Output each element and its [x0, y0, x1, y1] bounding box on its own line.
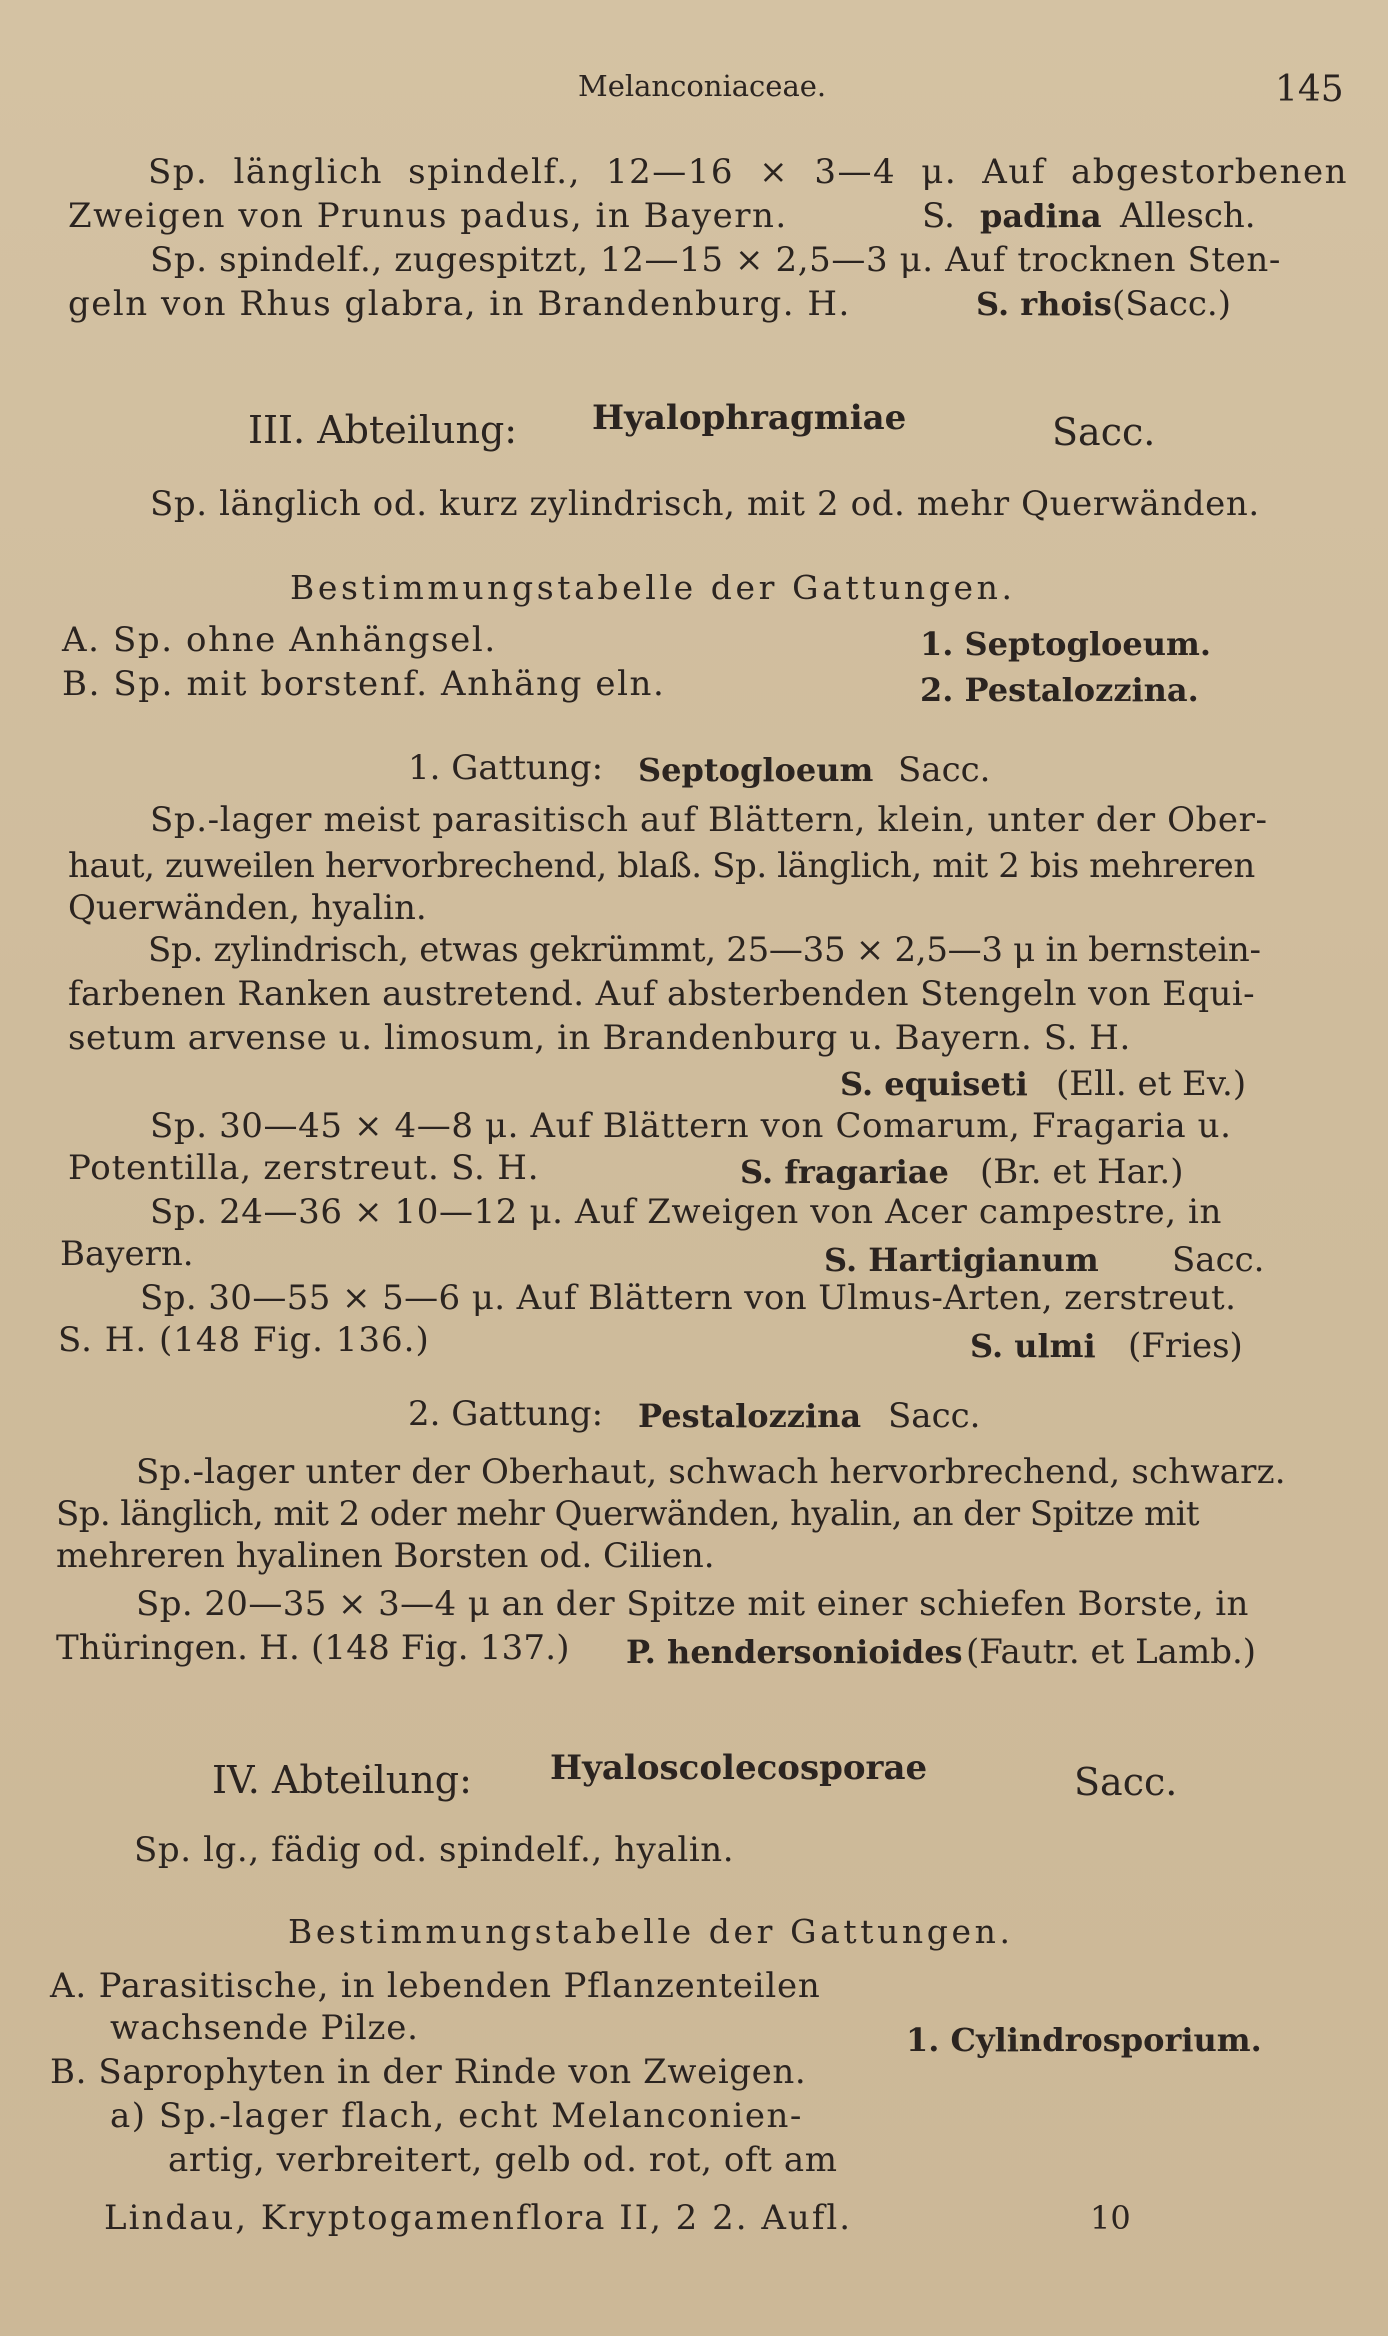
text-line: geln von Rhus glabra, in Brandenburg. H. — [68, 284, 851, 324]
text-line: Thüringen. H. (148 Fig. 137.) — [56, 1628, 570, 1668]
genus-heading-name: Septogloeum — [638, 751, 874, 789]
species-name: S. equiseti — [840, 1065, 1028, 1103]
section-description: Sp. länglich od. kurz zylindrisch, mit 2 od. mehr Querwänden. — [150, 484, 1260, 524]
text-line: Sp. spindelf., zugespitzt, 12—15 × 2,5—3 μ. Auf trocknen Sten- — [150, 240, 1281, 280]
section-heading-prefix: IV. Abteilung: — [212, 1758, 472, 1802]
text-line: haut, zuweilen hervorbrechend, blaß. Sp. länglich, mit 2 bis mehreren — [68, 846, 1255, 886]
genus-heading-prefix: 2. Gattung: — [408, 1394, 604, 1434]
species-name: S. rhois — [976, 285, 1112, 323]
genus-heading-name: Pestalozzina — [638, 1397, 862, 1435]
text-line — [148, 152, 1348, 192]
species-author: (Fautr. et Lamb.) — [966, 1632, 1257, 1672]
species-author: (Br. et Har.) — [980, 1152, 1184, 1192]
genus-heading-author: Sacc. — [888, 1396, 981, 1436]
section-heading-name: Hyalophragmiae — [592, 398, 907, 438]
species-author: Sacc. — [1172, 1240, 1265, 1280]
text-line: Querwänden, hyalin. — [68, 888, 427, 928]
text-line: S. H. (148 Fig. 136.) — [58, 1320, 430, 1360]
text-line: S. — [922, 196, 955, 236]
running-title: Melanconiaceae. — [578, 69, 827, 103]
key-row: artig, verbreitert, gelb od. rot, oft am — [168, 2140, 838, 2180]
key-row: a) Sp.-lager flach, echt Melanconien- — [110, 2096, 803, 2136]
species-name: S. fragariae — [740, 1153, 949, 1191]
species-author: (Fries) — [1128, 1326, 1243, 1366]
section-heading-prefix: III. Abteilung: — [248, 408, 518, 452]
species-name: padina — [980, 197, 1102, 235]
species-name: S. Hartigianum — [824, 1241, 1099, 1279]
section-heading-name: Hyaloscolecosporae — [550, 1748, 928, 1788]
text-line: Bayern. — [60, 1234, 194, 1274]
text-line: Sp. 20—35 × 3—4 μ an der Spitze mit einer schiefen Borste, in — [136, 1584, 1249, 1624]
key-row: B. Saprophyten in der Rinde von Zweigen. — [50, 2052, 807, 2092]
section-heading-author: Sacc. — [1074, 1760, 1178, 1804]
text-line: Sp.-lager meist parasitisch auf Blättern, klein, unter der Ober- — [150, 800, 1268, 840]
text-line: Sp. zylindrisch, etwas gekrümmt, 25—35 × 2,5—3 μ in bernstein- — [148, 930, 1261, 970]
text-line: Sp. 30—45 × 4—8 μ. Auf Blättern von Comarum, Fragaria u. — [150, 1106, 1232, 1146]
key-row: A. Sp. ohne Anhängsel. — [62, 620, 497, 660]
genus-heading-author: Sacc. — [898, 750, 991, 790]
key-result: 1. Septogloeum. — [920, 625, 1212, 663]
species-name: P. hendersonioides — [626, 1633, 963, 1671]
key-row: A. Parasitische, in lebenden Pflanzenteilen — [50, 1966, 821, 2006]
species-name: S. ulmi — [970, 1327, 1096, 1365]
page-number: 145 — [1275, 69, 1344, 110]
section-description: Sp. lg., fädig od. spindelf., hyalin. — [134, 1830, 735, 1870]
text-line: Sp. 24—36 × 10—12 μ. Auf Zweigen von Acer campestre, in — [150, 1192, 1222, 1232]
text-line: Sp. 30—55 × 5—6 μ. Auf Blättern von Ulmus-Arten, zerstreut. — [140, 1278, 1237, 1318]
species-author: (Ell. et Ev.) — [1056, 1064, 1247, 1104]
table-title: Bestimmungstabelle der Gattungen. — [290, 568, 1016, 607]
table-title: Bestimmungstabelle der Gattungen. — [288, 1912, 1014, 1951]
text-line: Potentilla, zerstreut. S. H. — [68, 1148, 540, 1188]
genus-heading-prefix: 1. Gattung: — [408, 748, 604, 788]
text-line: Zweigen von Prunus padus, in Bayern. — [68, 196, 788, 236]
text-line: setum arvense u. limosum, in Brandenburg u. Bayern. S. H. — [68, 1018, 1131, 1058]
species-author: Allesch. — [1120, 196, 1256, 236]
text-line: farbenen Ranken austretend. Auf absterbenden Stengeln von Equi- — [68, 974, 1256, 1014]
text-line: mehreren hyalinen Borsten od. Cilien. — [56, 1536, 715, 1576]
species-author: (Sacc.) — [1112, 284, 1231, 324]
key-row: B. Sp. mit borstenf. Anhäng eln. — [62, 664, 666, 704]
key-result: 2. Pestalozzina. — [920, 671, 1199, 709]
text-line: Sp.-lager unter der Oberhaut, schwach hervorbrechend, schwarz. — [136, 1452, 1286, 1492]
signature-mark: 10 — [1090, 2199, 1131, 2237]
footer-source: Lindau, Kryptogamenflora II, 2 2. Aufl. — [104, 2198, 853, 2238]
key-result: 1. Cylindrosporium. — [906, 2021, 1262, 2059]
key-row: wachsende Pilze. — [110, 2008, 419, 2048]
text-line: Sp. länglich, mit 2 oder mehr Querwänden, hyalin, an der Spitze mit — [56, 1494, 1199, 1534]
entry-text: Sp. länglich spindelf., 12—16 × 3—4 μ. Auf abgestorbenen — [148, 152, 1348, 192]
section-heading-author: Sacc. — [1052, 410, 1156, 454]
